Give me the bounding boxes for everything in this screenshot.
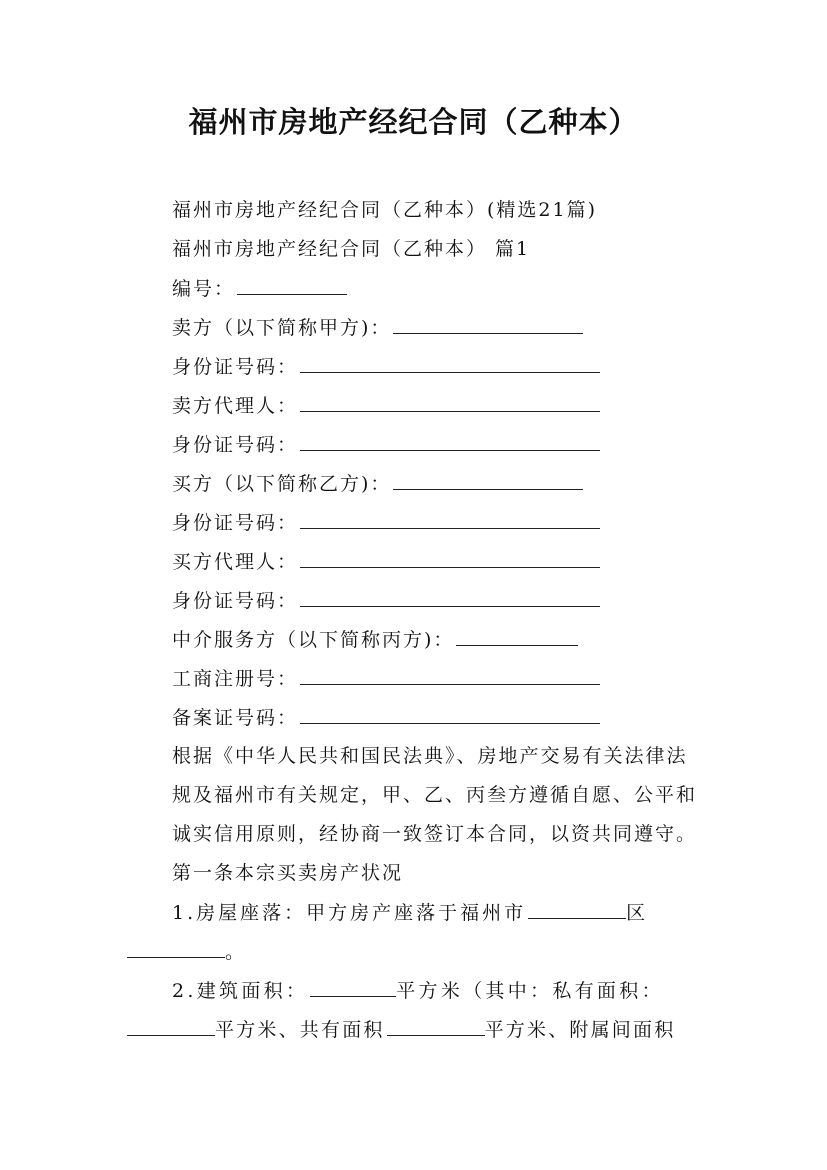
field-label: 卖方（以下简称甲方)：: [172, 317, 392, 339]
blank-line: [300, 393, 600, 412]
blank-line: [393, 471, 583, 490]
item-1-location: [172, 900, 648, 925]
item-text: 平方米（其中：私有面积：: [396, 980, 664, 1002]
field-label: 备案证号码：: [172, 707, 299, 729]
field-row-filing-no: [172, 705, 600, 730]
document-title: 福州市房地产经纪合同（乙种本）: [188, 105, 639, 139]
field-label: 身份证号码：: [172, 356, 299, 378]
article-1-title: 第一条本宗买卖房产状况: [172, 862, 404, 884]
document-subtitle: 福州市房地产经纪合同（乙种本）(精选21篇): [172, 199, 598, 221]
blank-line: [300, 588, 600, 607]
blank-line: [127, 1017, 215, 1036]
field-label: 中介服务方（以下简称丙方)：: [172, 629, 455, 651]
item-text: 平方米、附属间面积: [484, 1019, 676, 1041]
blank-line: [310, 978, 396, 997]
item-2-area: [172, 978, 664, 1003]
field-label: 编号：: [172, 278, 236, 300]
field-label: 工商注册号：: [172, 668, 299, 690]
field-row-number: [172, 276, 347, 301]
item-text: 。: [225, 941, 247, 963]
item-text: 平方米、共有面积: [215, 1019, 385, 1041]
field-label: 身份证号码：: [172, 590, 299, 612]
intro-paragraph: 根据《中华人民共和国民法典》、房地产交易有关法律法规及福州市有关规定，甲、乙、丙叁方遵循自愿、公平和诚实信用原则，经协商一致签订本合同，以资共同遵守。: [172, 745, 698, 845]
field-label: 身份证号码：: [172, 434, 299, 456]
field-row-buyer-id: [172, 510, 600, 535]
field-row-buyer-agent: [172, 549, 600, 574]
blank-line: [393, 315, 583, 334]
blank-line: [300, 705, 600, 724]
field-row-buyer-agent-id: [172, 588, 600, 613]
field-row-seller: [172, 315, 583, 340]
item-2-continued: [125, 1017, 675, 1042]
field-label: 买方（以下简称乙方)：: [172, 473, 392, 495]
field-row-seller-agent-id: [172, 432, 600, 457]
blank-line: [300, 510, 600, 529]
blank-line: [528, 900, 626, 919]
blank-line: [300, 432, 600, 451]
blank-line: [387, 1017, 485, 1036]
chapter-heading: 福州市房地产经纪合同（乙种本） 篇1: [172, 238, 531, 260]
field-label: 买方代理人：: [172, 551, 299, 573]
item-1-continued: [125, 939, 246, 964]
item-text: 1.房屋座落：甲方房产座落于福州市: [172, 902, 527, 924]
blank-line: [237, 276, 347, 295]
item-text: 区: [626, 902, 649, 924]
blank-line: [456, 627, 578, 646]
field-row-seller-agent: [172, 393, 600, 418]
field-row-buyer: [172, 471, 583, 496]
blank-line: [300, 354, 600, 373]
blank-line: [300, 666, 600, 685]
item-text: 2.建筑面积：: [172, 980, 309, 1002]
field-label: 卖方代理人：: [172, 395, 299, 417]
blank-line: [300, 549, 600, 568]
blank-line: [127, 939, 225, 958]
field-row-agency: [172, 627, 578, 652]
field-label: 身份证号码：: [172, 512, 299, 534]
field-row-business-reg: [172, 666, 600, 691]
field-row-seller-id: [172, 354, 600, 379]
